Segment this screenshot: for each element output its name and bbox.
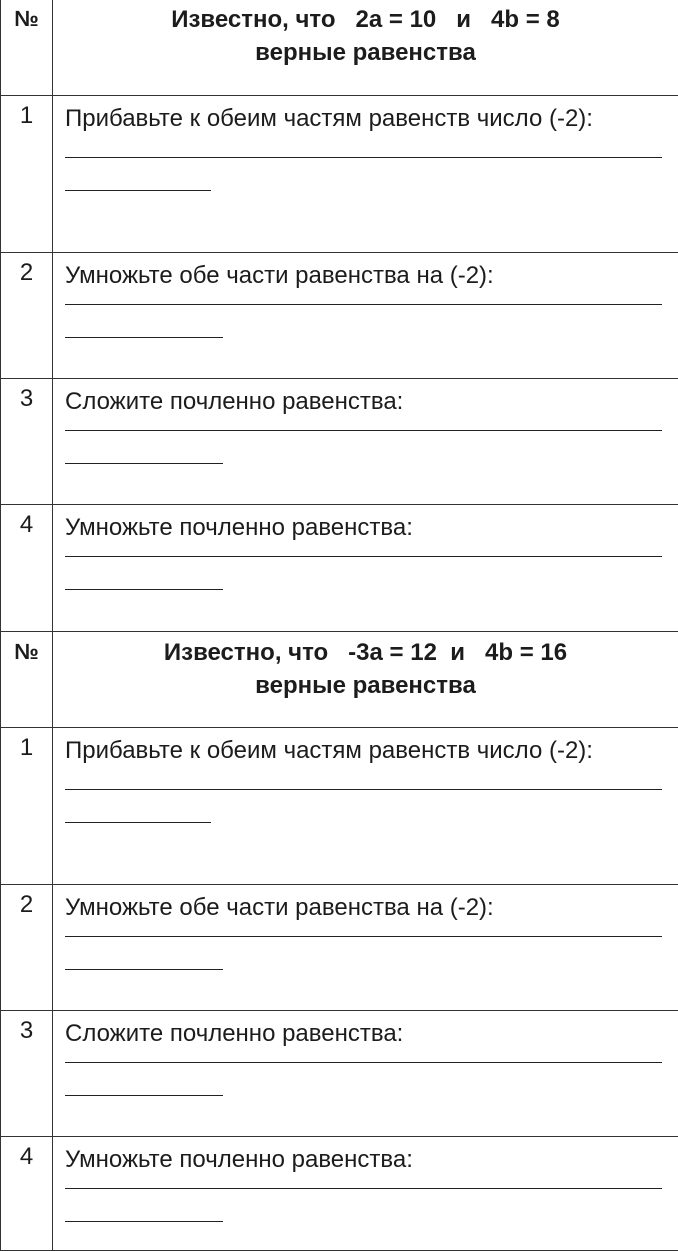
- task-text: Прибавьте к обеим частям равенств число (-2):: [65, 735, 666, 767]
- task-cell: [53, 1137, 678, 1251]
- row-number: 2: [1, 885, 53, 1011]
- task-text: Умножьте обе части равенства на (-2):: [65, 260, 666, 292]
- answer-line[interactable]: [65, 430, 662, 431]
- row-number: 4: [1, 505, 53, 632]
- task-cell: [53, 505, 678, 632]
- task-cell: [53, 885, 678, 1011]
- answer-line[interactable]: [65, 304, 662, 305]
- row-number: 1: [1, 728, 53, 885]
- answer-line[interactable]: [65, 1062, 662, 1063]
- answer-line[interactable]: [65, 1188, 662, 1189]
- worksheet-table-2: [0, 631, 678, 1251]
- answer-line[interactable]: [65, 190, 211, 191]
- task-text: Умножьте почленно равенства:: [65, 512, 666, 544]
- answer-line[interactable]: [65, 969, 223, 970]
- table-header-row: [1, 632, 678, 728]
- task-cell: [53, 96, 678, 253]
- answer-line[interactable]: [65, 936, 662, 937]
- row-number: 3: [1, 379, 53, 505]
- task-text: Сложите почленно равенства:: [65, 386, 666, 418]
- row-number: 4: [1, 1137, 53, 1251]
- task-cell: [53, 1011, 678, 1137]
- table-row: [1, 505, 678, 632]
- condition-text: Известно, что -3a = 12 и 4b = 16: [53, 636, 678, 669]
- table-row: [1, 728, 678, 885]
- row-number: 3: [1, 1011, 53, 1137]
- answer-line[interactable]: [65, 789, 662, 790]
- table-row: [1, 885, 678, 1011]
- table-row: [1, 1137, 678, 1251]
- task-text: Умножьте обе части равенства на (-2):: [65, 892, 666, 924]
- task-cell: [53, 379, 678, 505]
- condition-header: [53, 632, 678, 728]
- answer-line[interactable]: [65, 157, 662, 158]
- task-text: Сложите почленно равенства:: [65, 1018, 666, 1050]
- table-row: [1, 379, 678, 505]
- answer-line[interactable]: [65, 1221, 223, 1222]
- number-column-header: №: [1, 632, 53, 728]
- table-row: [1, 253, 678, 379]
- task-text: Умножьте почленно равенства:: [65, 1144, 666, 1176]
- row-number: 2: [1, 253, 53, 379]
- number-column-header: №: [1, 0, 53, 96]
- task-cell: [53, 253, 678, 379]
- answer-line[interactable]: [65, 463, 223, 464]
- table-row: [1, 1011, 678, 1137]
- condition-subtitle: верные равенства: [53, 36, 678, 69]
- table-header-row: [1, 0, 678, 96]
- task-cell: [53, 728, 678, 885]
- answer-line[interactable]: [65, 556, 662, 557]
- table-row: [1, 96, 678, 253]
- condition-subtitle: верные равенства: [53, 669, 678, 702]
- row-number: 1: [1, 96, 53, 253]
- condition-header: [53, 0, 678, 96]
- answer-line[interactable]: [65, 589, 223, 590]
- answer-line[interactable]: [65, 822, 211, 823]
- answer-line[interactable]: [65, 1095, 223, 1096]
- task-text: Прибавьте к обеим частям равенств число (-2):: [65, 103, 666, 135]
- answer-line[interactable]: [65, 337, 223, 338]
- condition-text: Известно, что 2a = 10 и 4b = 8: [53, 3, 678, 36]
